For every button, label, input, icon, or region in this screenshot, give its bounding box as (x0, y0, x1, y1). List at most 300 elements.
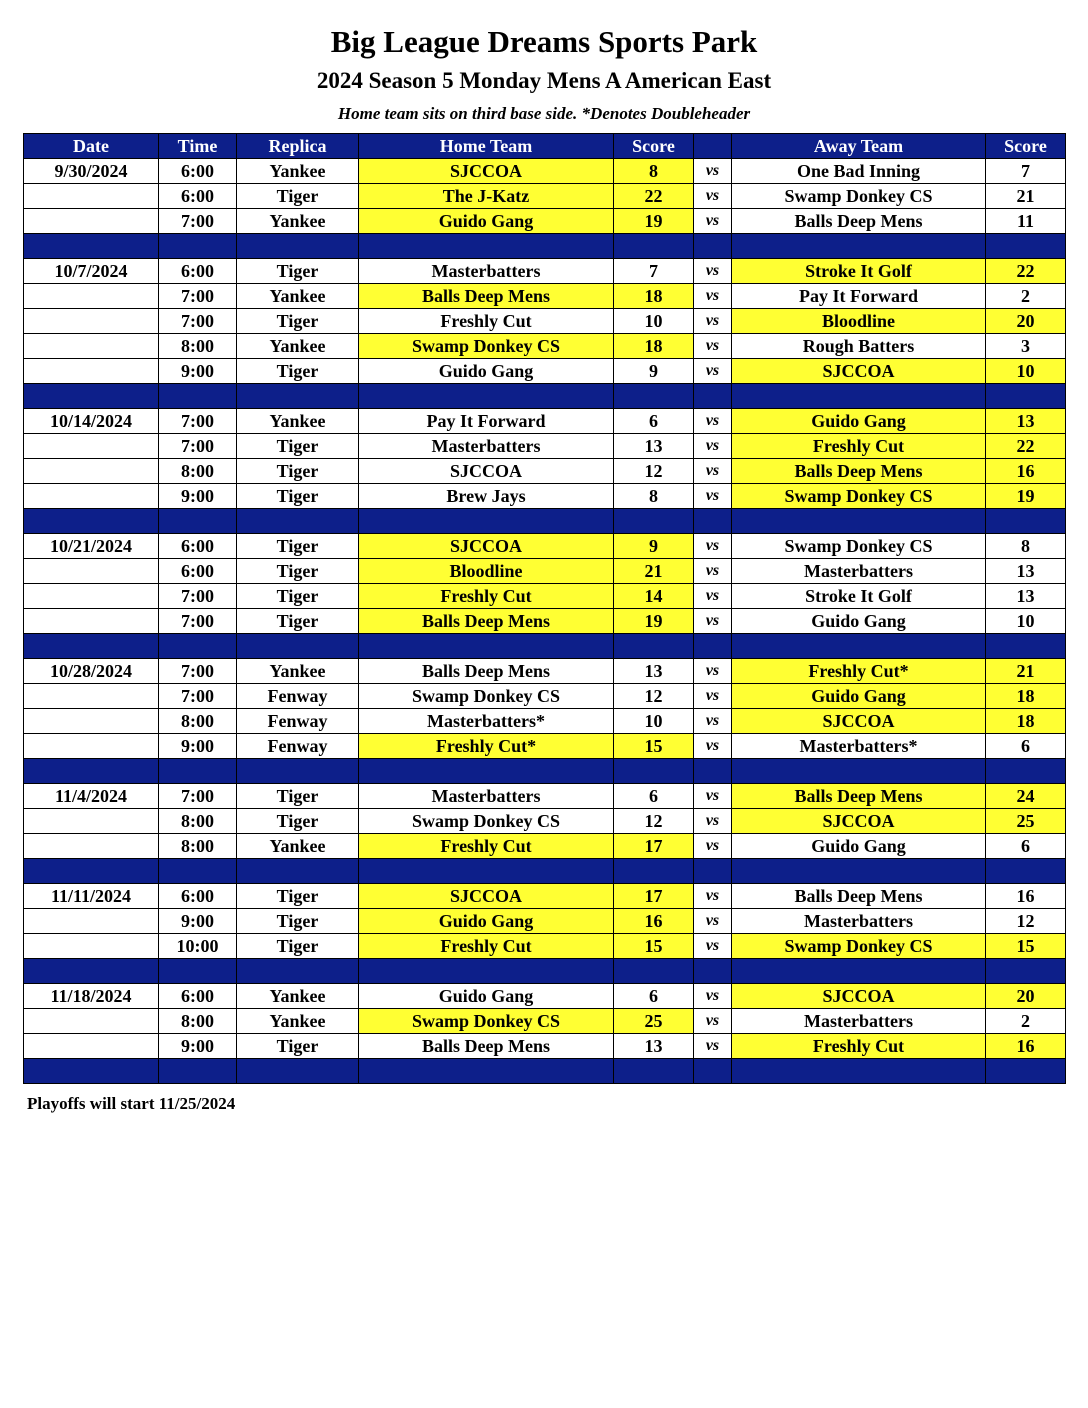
home-score-cell: 6 (614, 984, 694, 1009)
away-team-cell: Balls Deep Mens (732, 459, 986, 484)
date-cell: 10/7/2024 (24, 259, 159, 284)
date-cell (24, 359, 159, 384)
replica-cell: Tiger (237, 909, 359, 934)
home-score-cell: 13 (614, 1034, 694, 1059)
table-row (24, 1034, 1066, 1059)
away-score-cell: 16 (986, 1034, 1066, 1059)
date-cell (24, 434, 159, 459)
away-team-cell: Pay It Forward (732, 284, 986, 309)
table-row (24, 434, 1066, 459)
home-score-cell: 17 (614, 884, 694, 909)
date-cell (24, 734, 159, 759)
table-row (24, 1009, 1066, 1034)
vs-cell: vs (694, 984, 732, 1009)
replica-cell: Tiger (237, 784, 359, 809)
away-score-cell: 6 (986, 834, 1066, 859)
vs-cell: vs (694, 309, 732, 334)
separator-cell (237, 759, 359, 784)
vs-cell: vs (694, 159, 732, 184)
col-replica-header: Replica (237, 134, 359, 159)
table-row (24, 584, 1066, 609)
separator-cell (359, 759, 614, 784)
table-row (24, 159, 1066, 184)
time-cell: 6:00 (159, 259, 237, 284)
col-away-score-header: Score (986, 134, 1066, 159)
separator-cell (159, 859, 237, 884)
vs-cell: vs (694, 909, 732, 934)
home-score-cell: 13 (614, 659, 694, 684)
separator-cell (24, 384, 159, 409)
time-cell: 9:00 (159, 1034, 237, 1059)
time-cell: 6:00 (159, 984, 237, 1009)
separator-cell (614, 959, 694, 984)
date-cell: 10/21/2024 (24, 534, 159, 559)
date-cell (24, 459, 159, 484)
separator-cell (986, 959, 1066, 984)
table-row (24, 809, 1066, 834)
time-cell: 6:00 (159, 184, 237, 209)
date-cell (24, 1009, 159, 1034)
away-team-cell: Masterbatters (732, 909, 986, 934)
vs-cell: vs (694, 359, 732, 384)
separator-cell (24, 759, 159, 784)
replica-cell: Fenway (237, 734, 359, 759)
week-separator-row (24, 634, 1066, 659)
vs-cell: vs (694, 784, 732, 809)
header-row (24, 134, 1066, 159)
vs-cell: vs (694, 409, 732, 434)
replica-cell: Tiger (237, 1034, 359, 1059)
date-cell: 11/11/2024 (24, 884, 159, 909)
vs-cell: vs (694, 659, 732, 684)
vs-cell: vs (694, 1034, 732, 1059)
separator-cell (159, 509, 237, 534)
separator-cell (986, 759, 1066, 784)
replica-cell: Yankee (237, 984, 359, 1009)
separator-cell (237, 859, 359, 884)
date-cell (24, 334, 159, 359)
home-team-cell: The J-Katz (359, 184, 614, 209)
home-team-cell: Swamp Donkey CS (359, 809, 614, 834)
replica-cell: Tiger (237, 309, 359, 334)
time-cell: 8:00 (159, 809, 237, 834)
home-team-cell: Swamp Donkey CS (359, 334, 614, 359)
time-cell: 8:00 (159, 334, 237, 359)
date-cell (24, 709, 159, 734)
separator-cell (359, 959, 614, 984)
home-team-cell: Balls Deep Mens (359, 609, 614, 634)
date-cell: 11/18/2024 (24, 984, 159, 1009)
time-cell: 9:00 (159, 909, 237, 934)
separator-cell (159, 759, 237, 784)
separator-cell (359, 509, 614, 534)
table-row (24, 834, 1066, 859)
away-team-cell: Swamp Donkey CS (732, 934, 986, 959)
home-score-cell: 8 (614, 484, 694, 509)
away-team-cell: SJCCOA (732, 359, 986, 384)
table-row (24, 609, 1066, 634)
date-cell (24, 1034, 159, 1059)
away-score-cell: 18 (986, 709, 1066, 734)
time-cell: 9:00 (159, 359, 237, 384)
replica-cell: Tiger (237, 809, 359, 834)
replica-cell: Tiger (237, 459, 359, 484)
home-team-cell: Balls Deep Mens (359, 1034, 614, 1059)
page-subtitle: 2024 Season 5 Monday Mens A American East (316, 68, 772, 93)
home-team-cell: SJCCOA (359, 884, 614, 909)
separator-cell (732, 959, 986, 984)
replica-cell: Yankee (237, 209, 359, 234)
away-score-cell: 15 (986, 934, 1066, 959)
away-score-cell: 2 (986, 284, 1066, 309)
replica-cell: Tiger (237, 434, 359, 459)
away-team-cell: Swamp Donkey CS (732, 184, 986, 209)
home-team-cell: Masterbatters (359, 259, 614, 284)
separator-cell (694, 384, 732, 409)
home-score-cell: 7 (614, 259, 694, 284)
home-score-cell: 9 (614, 359, 694, 384)
table-row (24, 709, 1066, 734)
time-cell: 7:00 (159, 609, 237, 634)
time-cell: 9:00 (159, 484, 237, 509)
separator-cell (694, 759, 732, 784)
away-score-cell: 6 (986, 734, 1066, 759)
separator-cell (614, 509, 694, 534)
away-score-cell: 25 (986, 809, 1066, 834)
separator-cell (732, 509, 986, 534)
home-team-cell: Freshly Cut (359, 309, 614, 334)
time-cell: 7:00 (159, 434, 237, 459)
away-score-cell: 13 (986, 409, 1066, 434)
separator-cell (986, 234, 1066, 259)
away-team-cell: Stroke It Golf (732, 259, 986, 284)
away-team-cell: SJCCOA (732, 984, 986, 1009)
separator-cell (732, 234, 986, 259)
date-cell (24, 834, 159, 859)
away-score-cell: 10 (986, 609, 1066, 634)
col-date-header: Date (24, 134, 159, 159)
separator-cell (694, 234, 732, 259)
away-score-cell: 20 (986, 984, 1066, 1009)
home-score-cell: 16 (614, 909, 694, 934)
col-home-score-header: Score (614, 134, 694, 159)
home-score-cell: 13 (614, 434, 694, 459)
week-separator-row (24, 509, 1066, 534)
away-team-cell: SJCCOA (732, 709, 986, 734)
replica-cell: Tiger (237, 259, 359, 284)
replica-cell: Yankee (237, 409, 359, 434)
table-row (24, 409, 1066, 434)
separator-cell (732, 634, 986, 659)
away-score-cell: 2 (986, 1009, 1066, 1034)
away-team-cell: Masterbatters (732, 1009, 986, 1034)
separator-cell (24, 959, 159, 984)
away-score-cell: 7 (986, 159, 1066, 184)
vs-cell: vs (694, 934, 732, 959)
away-team-cell: Masterbatters* (732, 734, 986, 759)
separator-cell (359, 1059, 614, 1084)
separator-cell (986, 384, 1066, 409)
away-score-cell: 11 (986, 209, 1066, 234)
away-score-cell: 19 (986, 484, 1066, 509)
home-team-cell: Balls Deep Mens (359, 284, 614, 309)
separator-cell (614, 1059, 694, 1084)
vs-cell: vs (694, 809, 732, 834)
table-row (24, 334, 1066, 359)
home-score-cell: 25 (614, 1009, 694, 1034)
vs-cell: vs (694, 834, 732, 859)
home-team-cell: Freshly Cut* (359, 734, 614, 759)
vs-cell: vs (694, 259, 732, 284)
home-team-cell: Bloodline (359, 559, 614, 584)
vs-cell: vs (694, 209, 732, 234)
separator-cell (237, 509, 359, 534)
home-score-cell: 17 (614, 834, 694, 859)
date-cell (24, 684, 159, 709)
separator-cell (237, 959, 359, 984)
home-team-cell: Freshly Cut (359, 584, 614, 609)
separator-cell (24, 634, 159, 659)
separator-cell (359, 634, 614, 659)
vs-cell: vs (694, 434, 732, 459)
date-cell (24, 559, 159, 584)
table-row (24, 884, 1066, 909)
date-cell (24, 184, 159, 209)
home-score-cell: 18 (614, 284, 694, 309)
page-note: Home team sits on third base side. *Denotes Doubleheader (337, 104, 751, 123)
away-score-cell: 16 (986, 459, 1066, 484)
away-team-cell: One Bad Inning (732, 159, 986, 184)
home-score-cell: 18 (614, 334, 694, 359)
separator-cell (24, 859, 159, 884)
table-row (24, 309, 1066, 334)
replica-cell: Yankee (237, 1009, 359, 1034)
date-cell (24, 484, 159, 509)
table-row (24, 534, 1066, 559)
separator-cell (986, 509, 1066, 534)
separator-cell (237, 1059, 359, 1084)
replica-cell: Tiger (237, 534, 359, 559)
away-team-cell: Balls Deep Mens (732, 784, 986, 809)
away-score-cell: 13 (986, 559, 1066, 584)
table-row (24, 909, 1066, 934)
table-row (24, 209, 1066, 234)
away-score-cell: 12 (986, 909, 1066, 934)
time-cell: 6:00 (159, 534, 237, 559)
separator-cell (694, 859, 732, 884)
away-score-cell: 21 (986, 659, 1066, 684)
time-cell: 7:00 (159, 659, 237, 684)
table-row (24, 984, 1066, 1009)
replica-cell: Tiger (237, 184, 359, 209)
time-cell: 8:00 (159, 1009, 237, 1034)
separator-cell (159, 1059, 237, 1084)
separator-cell (694, 959, 732, 984)
week-separator-row (24, 384, 1066, 409)
vs-cell: vs (694, 559, 732, 584)
home-score-cell: 10 (614, 309, 694, 334)
away-score-cell: 16 (986, 884, 1066, 909)
date-cell (24, 609, 159, 634)
away-team-cell: Swamp Donkey CS (732, 484, 986, 509)
separator-cell (237, 634, 359, 659)
vs-cell: vs (694, 684, 732, 709)
away-team-cell: Swamp Donkey CS (732, 534, 986, 559)
home-team-cell: Masterbatters (359, 784, 614, 809)
replica-cell: Tiger (237, 359, 359, 384)
col-away-team-header: Away Team (732, 134, 986, 159)
table-row (24, 284, 1066, 309)
vs-cell: vs (694, 709, 732, 734)
away-team-cell: Freshly Cut (732, 1034, 986, 1059)
time-cell: 6:00 (159, 159, 237, 184)
replica-cell: Tiger (237, 484, 359, 509)
separator-cell (359, 234, 614, 259)
away-score-cell: 13 (986, 584, 1066, 609)
time-cell: 6:00 (159, 884, 237, 909)
separator-cell (614, 234, 694, 259)
date-cell: 10/14/2024 (24, 409, 159, 434)
time-cell: 10:00 (159, 934, 237, 959)
date-cell (24, 934, 159, 959)
replica-cell: Yankee (237, 834, 359, 859)
home-team-cell: Pay It Forward (359, 409, 614, 434)
replica-cell: Yankee (237, 659, 359, 684)
table-row (24, 484, 1066, 509)
time-cell: 8:00 (159, 834, 237, 859)
home-score-cell: 6 (614, 409, 694, 434)
date-cell: 10/28/2024 (24, 659, 159, 684)
home-team-cell: Freshly Cut (359, 834, 614, 859)
away-team-cell: Guido Gang (732, 609, 986, 634)
home-team-cell: Freshly Cut (359, 934, 614, 959)
home-team-cell: Brew Jays (359, 484, 614, 509)
away-team-cell: Rough Batters (732, 334, 986, 359)
date-cell (24, 909, 159, 934)
time-cell: 7:00 (159, 784, 237, 809)
home-team-cell: Balls Deep Mens (359, 659, 614, 684)
separator-cell (614, 859, 694, 884)
separator-cell (614, 634, 694, 659)
replica-cell: Tiger (237, 934, 359, 959)
table-row (24, 659, 1066, 684)
separator-cell (24, 1059, 159, 1084)
away-score-cell: 22 (986, 434, 1066, 459)
table-row (24, 684, 1066, 709)
away-team-cell: Balls Deep Mens (732, 209, 986, 234)
away-team-cell: Bloodline (732, 309, 986, 334)
table-row (24, 734, 1066, 759)
table-row (24, 184, 1066, 209)
away-team-cell: Balls Deep Mens (732, 884, 986, 909)
separator-cell (24, 234, 159, 259)
replica-cell: Tiger (237, 884, 359, 909)
col-home-team-header: Home Team (359, 134, 614, 159)
home-team-cell: Masterbatters* (359, 709, 614, 734)
time-cell: 6:00 (159, 559, 237, 584)
replica-cell: Yankee (237, 284, 359, 309)
week-separator-row (24, 859, 1066, 884)
away-team-cell: Guido Gang (732, 834, 986, 859)
table-row (24, 359, 1066, 384)
vs-cell: vs (694, 534, 732, 559)
home-team-cell: SJCCOA (359, 534, 614, 559)
vs-cell: vs (694, 284, 732, 309)
separator-cell (732, 859, 986, 884)
separator-cell (986, 634, 1066, 659)
vs-cell: vs (694, 459, 732, 484)
away-score-cell: 10 (986, 359, 1066, 384)
home-score-cell: 8 (614, 159, 694, 184)
replica-cell: Yankee (237, 159, 359, 184)
vs-cell: vs (694, 609, 732, 634)
date-cell: 11/4/2024 (24, 784, 159, 809)
col-time-header: Time (159, 134, 237, 159)
home-score-cell: 14 (614, 584, 694, 609)
time-cell: 9:00 (159, 734, 237, 759)
home-team-cell: Guido Gang (359, 209, 614, 234)
away-team-cell: Guido Gang (732, 684, 986, 709)
page-title: Big League Dreams Sports Park (330, 24, 758, 59)
home-team-cell: Swamp Donkey CS (359, 1009, 614, 1034)
home-team-cell: SJCCOA (359, 159, 614, 184)
away-team-cell: Freshly Cut* (732, 659, 986, 684)
week-separator-row (24, 1059, 1066, 1084)
away-score-cell: 3 (986, 334, 1066, 359)
home-team-cell: Guido Gang (359, 359, 614, 384)
separator-cell (614, 759, 694, 784)
schedule-body (24, 159, 1066, 1084)
home-score-cell: 19 (614, 209, 694, 234)
time-cell: 7:00 (159, 684, 237, 709)
home-score-cell: 12 (614, 684, 694, 709)
week-separator-row (24, 959, 1066, 984)
separator-cell (159, 384, 237, 409)
replica-cell: Fenway (237, 684, 359, 709)
replica-cell: Yankee (237, 334, 359, 359)
date-cell (24, 309, 159, 334)
home-team-cell: Masterbatters (359, 434, 614, 459)
vs-cell: vs (694, 184, 732, 209)
time-cell: 7:00 (159, 584, 237, 609)
away-team-cell: Guido Gang (732, 409, 986, 434)
table-row (24, 259, 1066, 284)
home-score-cell: 12 (614, 809, 694, 834)
vs-cell: vs (694, 1009, 732, 1034)
separator-cell (237, 384, 359, 409)
time-cell: 8:00 (159, 709, 237, 734)
vs-cell: vs (694, 334, 732, 359)
separator-cell (732, 384, 986, 409)
away-score-cell: 24 (986, 784, 1066, 809)
separator-cell (694, 634, 732, 659)
time-cell: 7:00 (159, 309, 237, 334)
separator-cell (694, 1059, 732, 1084)
separator-cell (986, 1059, 1066, 1084)
table-row (24, 559, 1066, 584)
home-score-cell: 22 (614, 184, 694, 209)
separator-cell (159, 959, 237, 984)
separator-cell (732, 759, 986, 784)
home-score-cell: 6 (614, 784, 694, 809)
away-team-cell: SJCCOA (732, 809, 986, 834)
home-score-cell: 9 (614, 534, 694, 559)
home-team-cell: SJCCOA (359, 459, 614, 484)
away-team-cell: Masterbatters (732, 559, 986, 584)
separator-cell (359, 859, 614, 884)
separator-cell (614, 384, 694, 409)
home-score-cell: 15 (614, 934, 694, 959)
